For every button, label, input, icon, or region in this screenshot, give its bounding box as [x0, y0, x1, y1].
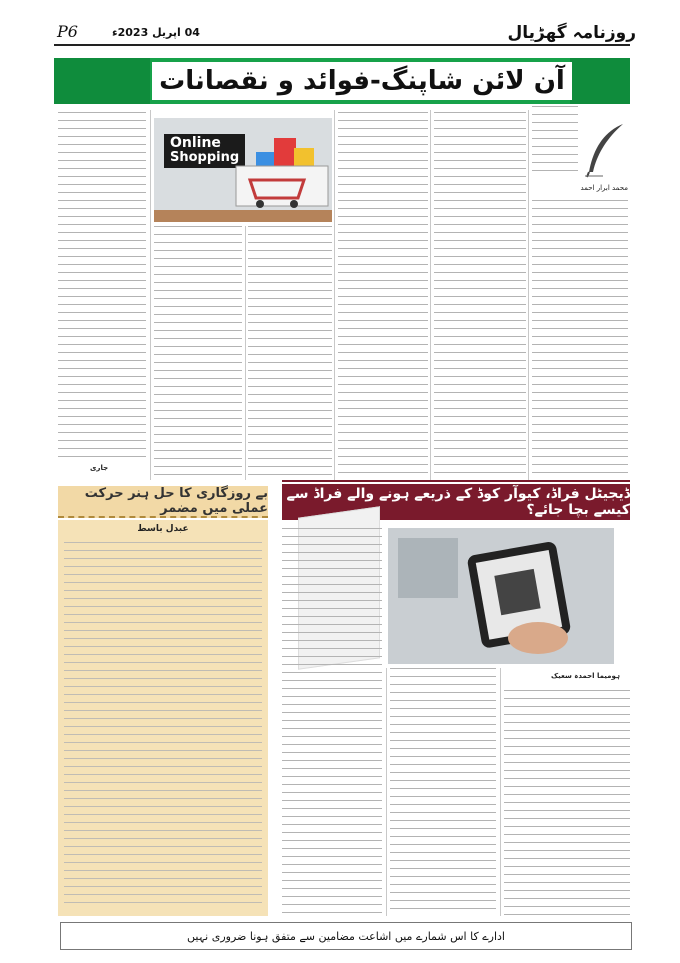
continued-label: جاری — [90, 464, 109, 472]
article2-rule — [282, 480, 630, 482]
article1-column-5 — [58, 112, 146, 462]
column-divider — [150, 110, 151, 480]
newspaper-name: روزنامہ گھڑیال — [507, 23, 636, 43]
article3-text — [64, 542, 262, 910]
shopping-cart-icon — [154, 118, 332, 222]
article1-column-3 — [338, 112, 428, 480]
image-caption-line1: Online — [170, 135, 221, 151]
issue-date: 04 اپریل 2023ء — [112, 26, 200, 39]
article2-column-3 — [504, 690, 630, 916]
column-divider — [386, 668, 387, 916]
article3-body — [58, 520, 268, 916]
online-shopping-image — [154, 118, 332, 222]
article3-title: بے روزگاری کا حل ہنر حرکت عملی میں مضمر — [84, 486, 268, 516]
column-divider — [528, 110, 529, 480]
article3-author: عبدل باسط — [137, 524, 189, 534]
article1-column-4b — [248, 226, 332, 480]
banner-title-box — [152, 62, 572, 100]
footer-disclaimer-box — [60, 922, 632, 950]
article2-title: ڈیجیٹل فراڈ، کیوآر کوڈ کے ذریعے ہونے والے فراڈ سے کیسے بچا جائے؟ — [286, 486, 630, 518]
footer-disclaimer: ادارے کا اس شمارے میں اشاعت مضامین سے متفق ہونا ضروری نہیں — [187, 929, 505, 943]
header-rule — [54, 44, 630, 46]
banner-accent-right — [570, 58, 630, 104]
quill-icon — [583, 122, 627, 178]
article1-column-2 — [434, 112, 526, 480]
article2-byline: ہومیما احمدہ سعیک — [550, 672, 620, 680]
column-divider — [430, 110, 431, 480]
article1-column-4 — [154, 226, 242, 480]
column-divider — [500, 668, 501, 916]
article1-column-1-top — [532, 106, 578, 176]
article1-column-1 — [532, 200, 628, 480]
page-number: P6 — [57, 22, 78, 41]
banner-accent-left — [54, 58, 150, 104]
article1-author: محمد ابرار احمد — [580, 184, 628, 192]
article2-column-2 — [390, 668, 496, 916]
column-divider — [245, 226, 246, 480]
image-caption-line2: Shopping — [170, 150, 240, 166]
column-divider — [334, 110, 335, 480]
article-banner — [54, 58, 630, 104]
article3-title-box — [58, 486, 268, 518]
article1-title: آن لائن شاپنگ-فوائد و نقصانات — [159, 66, 565, 96]
article2-column-1 — [282, 528, 382, 916]
qr-payment-image — [388, 528, 614, 664]
